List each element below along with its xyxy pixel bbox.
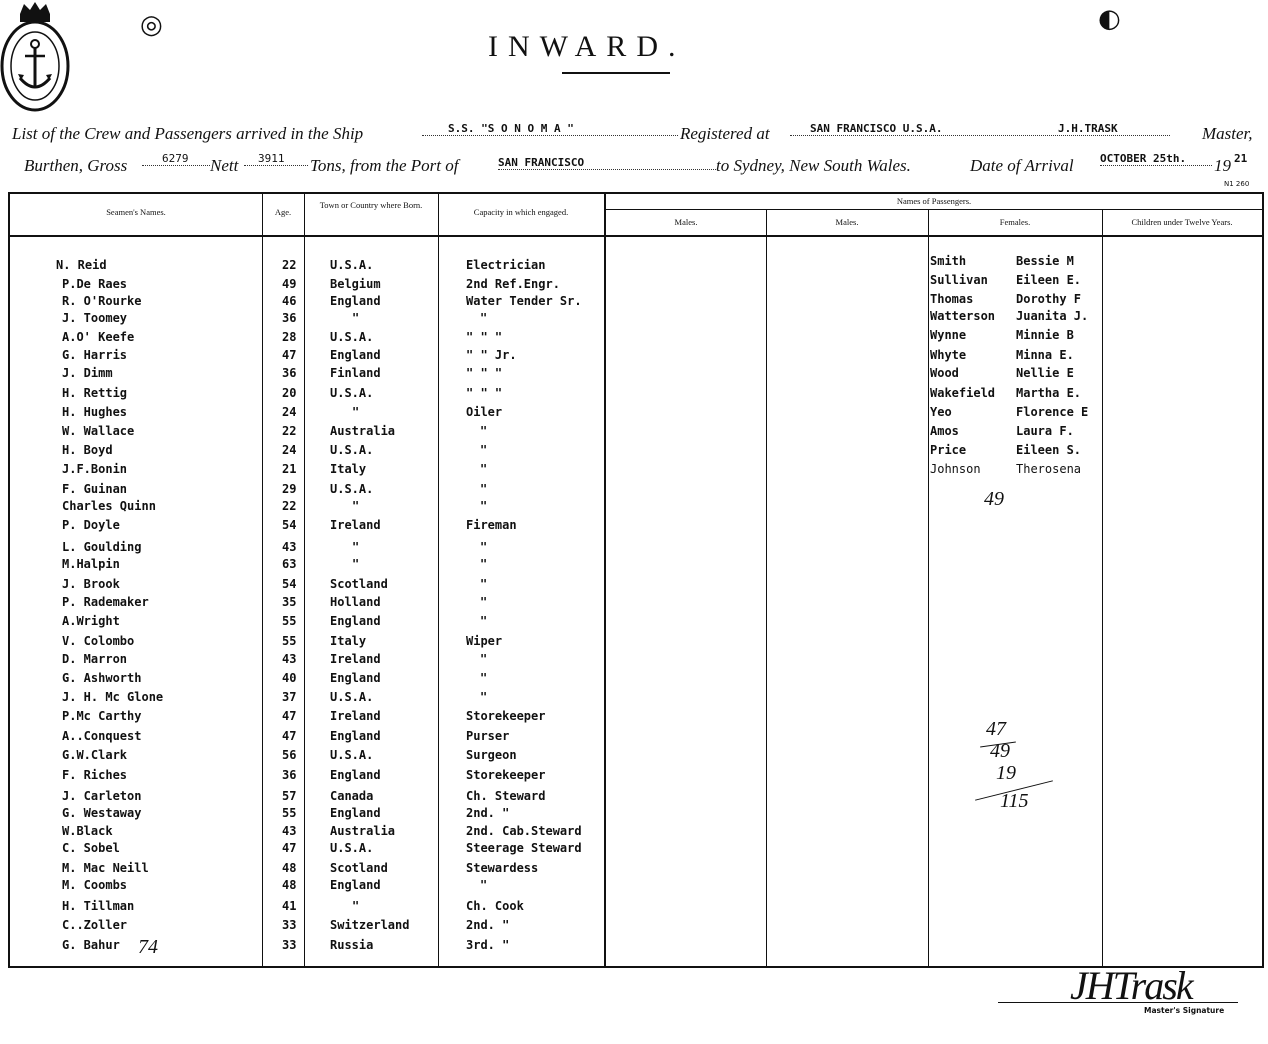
- crew-birthplace: Italy: [330, 462, 367, 476]
- female-surname: Wood: [930, 366, 959, 380]
- crew-name: N. Reid: [56, 258, 107, 272]
- col-header-born: Town or Country where Born.: [319, 200, 423, 210]
- master-name: J.H.TRASK: [1058, 122, 1118, 135]
- female-given-name: Florence E: [1016, 405, 1089, 419]
- crew-capacity: 3rd. ": [466, 938, 510, 952]
- crew-capacity: Ch. Steward: [466, 789, 546, 803]
- crew-birthplace: Finland: [330, 366, 381, 380]
- col-header-males-1: Males.: [674, 217, 698, 227]
- crew-name: C. Sobel: [62, 841, 120, 855]
- year-prefix: 19: [1214, 156, 1231, 175]
- crew-age: 55: [282, 806, 297, 820]
- punch-hole-right-icon: ◐: [1098, 4, 1121, 34]
- crew-capacity: Stewardess: [466, 861, 539, 875]
- table-right-border: [1262, 192, 1264, 968]
- crew-age: 43: [282, 824, 297, 838]
- crew-capacity: ": [480, 577, 488, 591]
- handwritten-sum-c: 19: [996, 762, 1016, 784]
- crew-capacity: Storekeeper: [466, 768, 546, 782]
- crew-birthplace: ": [352, 405, 360, 419]
- female-given-name: Juanita J.: [1016, 309, 1089, 323]
- crew-age: 22: [282, 424, 297, 438]
- col-divider-passengers: [604, 192, 606, 968]
- female-surname: Wakefield: [930, 386, 996, 400]
- crew-age: 55: [282, 614, 297, 628]
- crew-name: G. Bahur: [62, 938, 120, 952]
- crew-birthplace: Ireland: [330, 652, 381, 666]
- crew-name: G. Ashworth: [62, 671, 142, 685]
- crew-age: 37: [282, 690, 297, 704]
- female-given-name: Eileen E.: [1016, 273, 1082, 287]
- female-given-name: Minnie B: [1016, 328, 1074, 342]
- col-header-seamen: Seamen's Names.: [106, 207, 166, 217]
- crew-capacity: ": [480, 595, 488, 609]
- crew-birthplace: U.S.A.: [330, 330, 374, 344]
- col-divider-females: [928, 209, 929, 968]
- crew-capacity: Water Tender Sr.: [466, 294, 582, 308]
- crew-name: P. Doyle: [62, 518, 120, 532]
- crew-age: 36: [282, 311, 297, 325]
- crew-name: G.W.Clark: [62, 748, 128, 762]
- crew-age: 48: [282, 861, 297, 875]
- crew-name: C..Zoller: [62, 918, 128, 932]
- crew-birthplace: Canada: [330, 789, 374, 803]
- crew-name: A..Conquest: [62, 729, 142, 743]
- col-header-males-2: Males.: [835, 217, 859, 227]
- female-surname: Smith: [930, 254, 967, 268]
- crew-age: 43: [282, 652, 297, 666]
- crew-name: M.Halpin: [62, 557, 120, 571]
- crew-name: F. Riches: [62, 768, 128, 782]
- departure-port: SAN FRANCISCO: [498, 156, 716, 170]
- seal-lettering: MASTERS DEPARTMENT · SYDNEY: [2, 112, 21, 113]
- crew-name: F. Guinan: [62, 482, 128, 496]
- col-header-capacity: Capacity in which engaged.: [473, 207, 569, 217]
- col-header-age: Age.: [274, 207, 292, 217]
- female-surname: Johnson: [930, 462, 981, 476]
- crew-name: J. Brook: [62, 577, 120, 591]
- crew-age: 47: [282, 841, 297, 855]
- crew-capacity: ": [480, 311, 488, 325]
- handwritten-sum-b: 49: [990, 740, 1010, 762]
- signature-caption: Master's Signature: [1144, 1006, 1225, 1015]
- form-number: N1 260: [1224, 180, 1250, 188]
- crew-birthplace: U.S.A.: [330, 841, 374, 855]
- female-given-name: Martha E.: [1016, 386, 1082, 400]
- crew-birthplace: England: [330, 294, 381, 308]
- crew-capacity: Fireman: [466, 518, 517, 532]
- crew-age: 56: [282, 748, 297, 762]
- crew-age: 48: [282, 878, 297, 892]
- handwritten-female-total: 49: [984, 488, 1004, 510]
- master-label: Master,: [1202, 124, 1253, 143]
- crew-name: G. Harris: [62, 348, 128, 362]
- crew-age: 22: [282, 499, 297, 513]
- crew-age: 29: [282, 482, 297, 496]
- crew-birthplace: Ireland: [330, 518, 381, 532]
- crew-birthplace: U.S.A.: [330, 443, 374, 457]
- handwritten-sum-a: 47: [986, 718, 1006, 740]
- crew-capacity: 2nd Ref.Engr.: [466, 277, 560, 291]
- female-surname: Price: [930, 443, 967, 457]
- crew-age: 36: [282, 768, 297, 782]
- crew-age: 24: [282, 443, 297, 457]
- col-header-passengers: Names of Passengers.: [896, 196, 972, 206]
- crew-age: 33: [282, 938, 297, 952]
- nett-label: Nett: [210, 156, 239, 175]
- table-top-border: [8, 192, 1264, 194]
- arrival-date: OCTOBER 25th.: [1100, 152, 1212, 166]
- crew-age: 55: [282, 634, 297, 648]
- crew-age: 36: [282, 366, 297, 380]
- punch-hole-left-icon: ◎: [140, 10, 163, 40]
- crew-name: H. Tillman: [62, 899, 135, 913]
- crew-age: 28: [282, 330, 297, 344]
- crew-capacity: ": [480, 443, 488, 457]
- burthen-label: Burthen, Gross: [24, 156, 128, 175]
- female-surname: Watterson: [930, 309, 996, 323]
- ship-name: S.S. "S O N O M A ": [422, 122, 678, 136]
- crew-capacity: ": [480, 499, 488, 513]
- female-surname: Whyte: [930, 348, 967, 362]
- crew-age: 40: [282, 671, 297, 685]
- crew-capacity: Ch. Cook: [466, 899, 524, 913]
- crew-age: 63: [282, 557, 297, 571]
- crew-age: 43: [282, 540, 297, 554]
- crew-capacity: " " ": [466, 366, 503, 380]
- crew-birthplace: ": [352, 499, 360, 513]
- crew-age: 24: [282, 405, 297, 419]
- crew-name: P. Rademaker: [62, 595, 149, 609]
- crew-birthplace: England: [330, 806, 381, 820]
- crew-birthplace: Ireland: [330, 709, 381, 723]
- crew-capacity: " " ": [466, 330, 503, 344]
- crew-birthplace: England: [330, 671, 381, 685]
- col-divider-age: [262, 192, 263, 968]
- crew-birthplace: U.S.A.: [330, 482, 374, 496]
- header-line1-prefix: List of the Crew and Passengers arrived in the Ship: [12, 124, 364, 143]
- crew-age: 47: [282, 729, 297, 743]
- crew-capacity: ": [480, 671, 488, 685]
- registered-port: SAN FRANCISCO U.S.A.: [790, 122, 1170, 136]
- registered-label: Registered at: [680, 124, 770, 143]
- crew-birthplace: U.S.A.: [330, 386, 374, 400]
- female-surname: Wynne: [930, 328, 967, 342]
- crew-age: 20: [282, 386, 297, 400]
- female-given-name: Eileen S.: [1016, 443, 1082, 457]
- crew-age: 54: [282, 518, 297, 532]
- col-header-females: Females.: [999, 217, 1031, 227]
- crew-capacity: ": [480, 878, 488, 892]
- crew-name: Charles Quinn: [62, 499, 156, 513]
- crew-name: H. Rettig: [62, 386, 128, 400]
- crew-capacity: Surgeon: [466, 748, 517, 762]
- crew-capacity: ": [480, 557, 488, 571]
- page-title: INWARD.: [488, 30, 686, 63]
- crew-capacity: ": [480, 540, 488, 554]
- crew-birthplace: Scotland: [330, 577, 388, 591]
- crew-capacity: 2nd. Cab.Steward: [466, 824, 582, 838]
- crew-age: 49: [282, 277, 297, 291]
- crew-name: A.Wright: [62, 614, 120, 628]
- tons-from-port-label: Tons, from the Port of: [310, 156, 459, 175]
- crew-name: J. Carleton: [62, 789, 142, 803]
- crew-name: D. Marron: [62, 652, 128, 666]
- crew-birthplace: ": [352, 557, 360, 571]
- crew-name: R. O'Rourke: [62, 294, 142, 308]
- crew-name: J. H. Mc Glone: [62, 690, 164, 704]
- crew-capacity: Wiper: [466, 634, 503, 648]
- year-suffix: 21: [1234, 152, 1248, 165]
- passenger-header-rule: [606, 209, 1264, 210]
- crew-name: V. Colombo: [62, 634, 135, 648]
- crew-name: H. Boyd: [62, 443, 113, 457]
- female-surname: Amos: [930, 424, 959, 438]
- crew-birthplace: England: [330, 878, 381, 892]
- crew-age: 47: [282, 709, 297, 723]
- crew-age: 35: [282, 595, 297, 609]
- destination-label: to Sydney, New South Wales.: [716, 156, 911, 175]
- crew-birthplace: Australia: [330, 424, 396, 438]
- crew-birthplace: U.S.A.: [330, 748, 374, 762]
- crew-birthplace: U.S.A.: [330, 258, 374, 272]
- col-divider-males2: [766, 209, 767, 968]
- crew-capacity: Purser: [466, 729, 510, 743]
- female-given-name: Dorothy F: [1016, 292, 1082, 306]
- crew-birthplace: Australia: [330, 824, 396, 838]
- crew-capacity: 2nd. ": [466, 918, 510, 932]
- crew-birthplace: ": [352, 899, 360, 913]
- crew-age: 46: [282, 294, 297, 308]
- col-divider-capacity: [438, 192, 439, 968]
- crew-age: 21: [282, 462, 297, 476]
- female-given-name: Therosena: [1016, 462, 1082, 476]
- female-surname: Yeo: [930, 405, 952, 419]
- handwritten-sum-total: 115: [1000, 790, 1029, 812]
- column-header-rule: [8, 235, 1264, 237]
- col-divider-children: [1102, 209, 1103, 968]
- crew-name: H. Hughes: [62, 405, 128, 419]
- handwritten-crew-total: 74: [138, 936, 158, 958]
- female-surname: Thomas: [930, 292, 974, 306]
- crew-name: W. Wallace: [62, 424, 135, 438]
- female-given-name: Bessie M: [1016, 254, 1074, 268]
- crew-capacity: Storekeeper: [466, 709, 546, 723]
- crew-name: M. Mac Neill: [62, 861, 149, 875]
- crew-age: 57: [282, 789, 297, 803]
- master-signature: JHTrask: [1070, 963, 1192, 1008]
- gross-tonnage: 6279: [142, 152, 210, 166]
- crew-birthplace: ": [352, 311, 360, 325]
- crew-birthplace: Scotland: [330, 861, 388, 875]
- crew-capacity: 2nd. ": [466, 806, 510, 820]
- crew-capacity: Electrician: [466, 258, 546, 272]
- crew-name: J.F.Bonin: [62, 462, 128, 476]
- nett-tonnage: 3911: [244, 152, 308, 166]
- crew-name: L. Goulding: [62, 540, 142, 554]
- crew-age: 41: [282, 899, 297, 913]
- crew-birthplace: U.S.A.: [330, 690, 374, 704]
- crew-birthplace: England: [330, 348, 381, 362]
- crew-name: A.O' Keefe: [62, 330, 135, 344]
- crew-age: 47: [282, 348, 297, 362]
- crew-name: J. Toomey: [62, 311, 128, 325]
- date-arrival-label: Date of Arrival: [970, 156, 1074, 175]
- crew-birthplace: Holland: [330, 595, 381, 609]
- crew-capacity: " " Jr.: [466, 348, 517, 362]
- crew-age: 22: [282, 258, 297, 272]
- female-given-name: Minna E.: [1016, 348, 1074, 362]
- table-left-border: [8, 192, 10, 968]
- crew-capacity: ": [480, 482, 488, 496]
- crew-birthplace: England: [330, 614, 381, 628]
- crew-name: M. Coombs: [62, 878, 128, 892]
- crew-birthplace: ": [352, 540, 360, 554]
- crew-capacity: Steerage Steward: [466, 841, 582, 855]
- masters-department-seal: [0, 0, 70, 112]
- crew-capacity: ": [480, 462, 488, 476]
- crew-birthplace: Switzerland: [330, 918, 410, 932]
- crew-birthplace: Italy: [330, 634, 367, 648]
- col-header-children: Children under Twelve Years.: [1131, 217, 1233, 227]
- crew-birthplace: England: [330, 768, 381, 782]
- crew-birthplace: England: [330, 729, 381, 743]
- crew-name: G. Westaway: [62, 806, 142, 820]
- title-underline: [562, 72, 670, 74]
- female-given-name: Nellie E: [1016, 366, 1074, 380]
- crew-capacity: ": [480, 614, 488, 628]
- crew-capacity: ": [480, 424, 488, 438]
- crew-capacity: " " ": [466, 386, 503, 400]
- col-divider-born: [304, 192, 305, 968]
- crew-name: P.Mc Carthy: [62, 709, 142, 723]
- female-surname: Sullivan: [930, 273, 988, 287]
- crew-age: 54: [282, 577, 297, 591]
- crew-name: J. Dimm: [62, 366, 113, 380]
- crew-capacity: ": [480, 690, 488, 704]
- crew-name: W.Black: [62, 824, 113, 838]
- crew-birthplace: Russia: [330, 938, 374, 952]
- crew-age: 33: [282, 918, 297, 932]
- crew-name: P.De Raes: [62, 277, 128, 291]
- crew-birthplace: Belgium: [330, 277, 381, 291]
- crew-capacity: ": [480, 652, 488, 666]
- female-given-name: Laura F.: [1016, 424, 1074, 438]
- crew-capacity: Oiler: [466, 405, 503, 419]
